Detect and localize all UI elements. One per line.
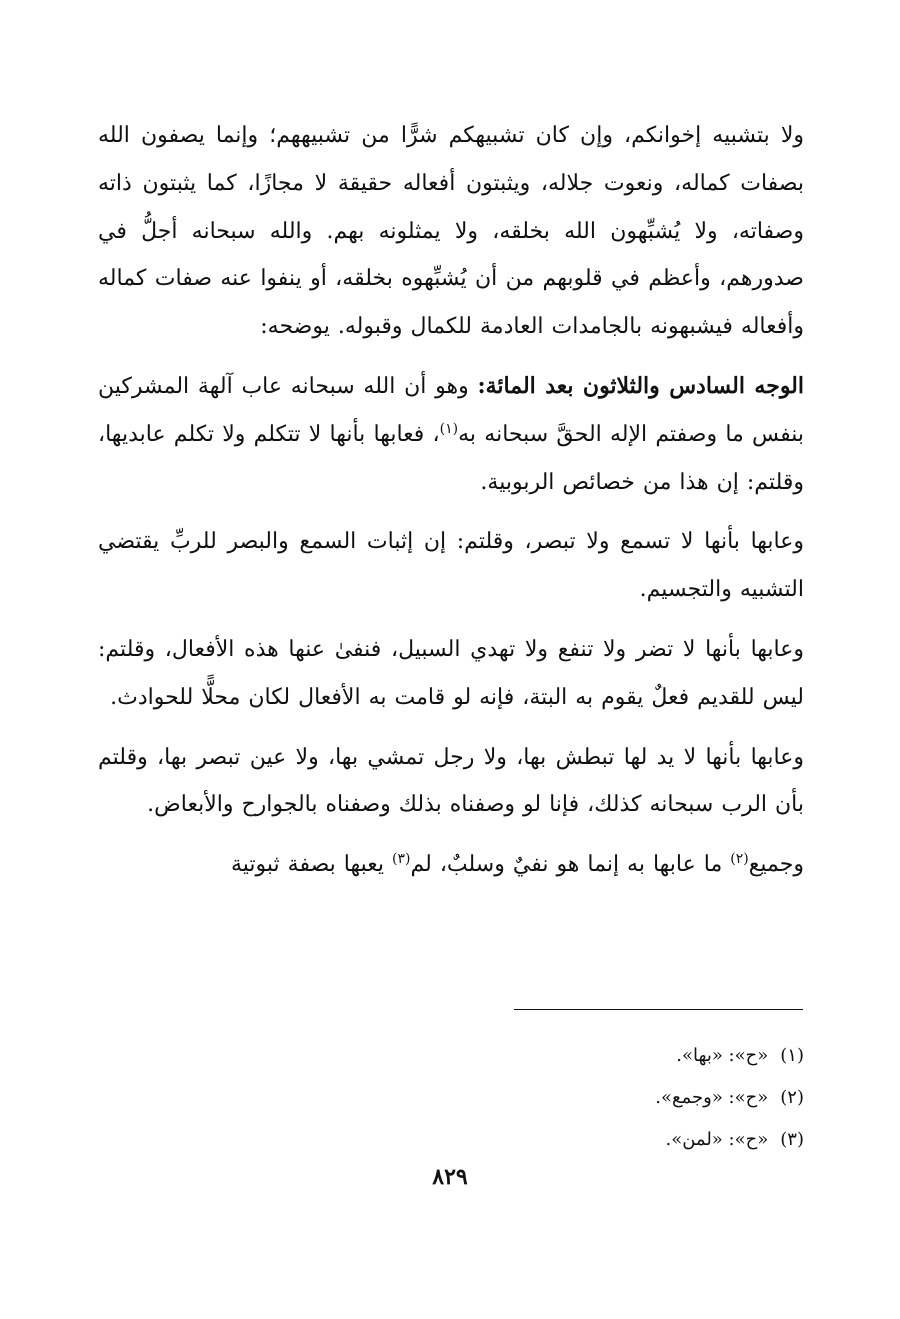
paragraph-2-text-after: ، فعابها بأنها لا تتكلم ولا تكلم عابديها، وقلتم: إن هذا من خصائص الربوبية. <box>98 421 804 495</box>
footnote-3-text: «ح»: «لمن». <box>665 1129 769 1150</box>
footnote-3-number: (٣) <box>780 1129 804 1150</box>
page-number: ٨٢٩ <box>432 1164 468 1190</box>
paragraph-2 <box>98 363 804 506</box>
paragraph-4-text: وعابها بأنها لا تضر ولا تنفع ولا تهدي السبيل، فنفىٰ عنها هذه الأفعال، وقلتم: ليس للقديم فعلٌ يقوم به البتة، فإنه لو قامت به الأفعال لكان محلًّا للحوادث. <box>98 636 804 710</box>
paragraph-3-text: وعابها بأنها لا تسمع ولا تبصر، وقلتم: إن إثبات السمع والبصر للربِّ يقتضي التشبيه والتجسيم. <box>98 529 804 603</box>
footnote-ref-3[interactable]: (٣) <box>392 851 411 868</box>
footnotes-list <box>304 1035 804 1161</box>
footnote-2-text: «ح»: «وجمع». <box>655 1087 769 1108</box>
paragraph-1 <box>98 112 804 351</box>
paragraph-5 <box>98 734 804 830</box>
paragraph-6-text-a: وجميع <box>748 852 804 878</box>
paragraph-6 <box>98 841 804 889</box>
paragraph-6-text-b: ما عابها به إنما هو نفيٌ وسلبٌ، لم <box>410 852 731 878</box>
footnote-2-number: (٢) <box>780 1087 804 1108</box>
footnote-1 <box>304 1035 804 1077</box>
paragraph-4 <box>98 626 804 722</box>
section-heading: الوجه السادس والثلاثون بعد المائة: <box>477 372 804 399</box>
footnote-2 <box>304 1077 804 1119</box>
footnote-ref-2[interactable]: (٢) <box>730 851 749 868</box>
paragraph-1-text: ولا بتشبيه إخوانكم، وإن كان تشبيهكم شرًّا من تشبيههم؛ وإنما يصفون الله بصفات كماله، ونعوت جلاله، ويثبتون أفعاله حقيقة لا مجازًا، كما يثبتون ذاته وصفاته، ولا يُشبِّهون الله بخلقه، ولا يمثلونه بهم. والله سبحانه أجلُّ في صدورهم، وأعظم في قلوبهم من أن يُشبِّهوه بخلقه، أو ينفوا عنه صفات كماله وأفعاله فيشبهونه بالجامدات العادمة للكمال وقبوله. يوضحه: <box>98 123 804 340</box>
paragraph-6-text-c: يعبها بصفة ثبوتية <box>231 852 393 878</box>
footnote-separator <box>514 1009 803 1010</box>
footnote-3 <box>304 1119 804 1161</box>
footnote-1-number: (١) <box>780 1045 804 1066</box>
footnote-1-text: «ح»: «بها». <box>676 1045 769 1066</box>
footnote-ref-1[interactable]: (١) <box>439 420 459 437</box>
paragraph-5-text: وعابها بأنها لا يد لها تبطش بها، ولا رجل تمشي بها، ولا عين تبصر بها، وقلتم بأن الرب سبحانه كذلك، فإنا لو وصفناه بذلك وصفناه بالجوارح والأبعاض. <box>98 744 804 818</box>
paragraph-3 <box>98 518 804 614</box>
paragraph-2-text-before: وهو أن الله سبحانه عاب آلهة المشركين بنفس ما وصفتم الإله الحقَّ سبحانه به <box>98 373 804 447</box>
